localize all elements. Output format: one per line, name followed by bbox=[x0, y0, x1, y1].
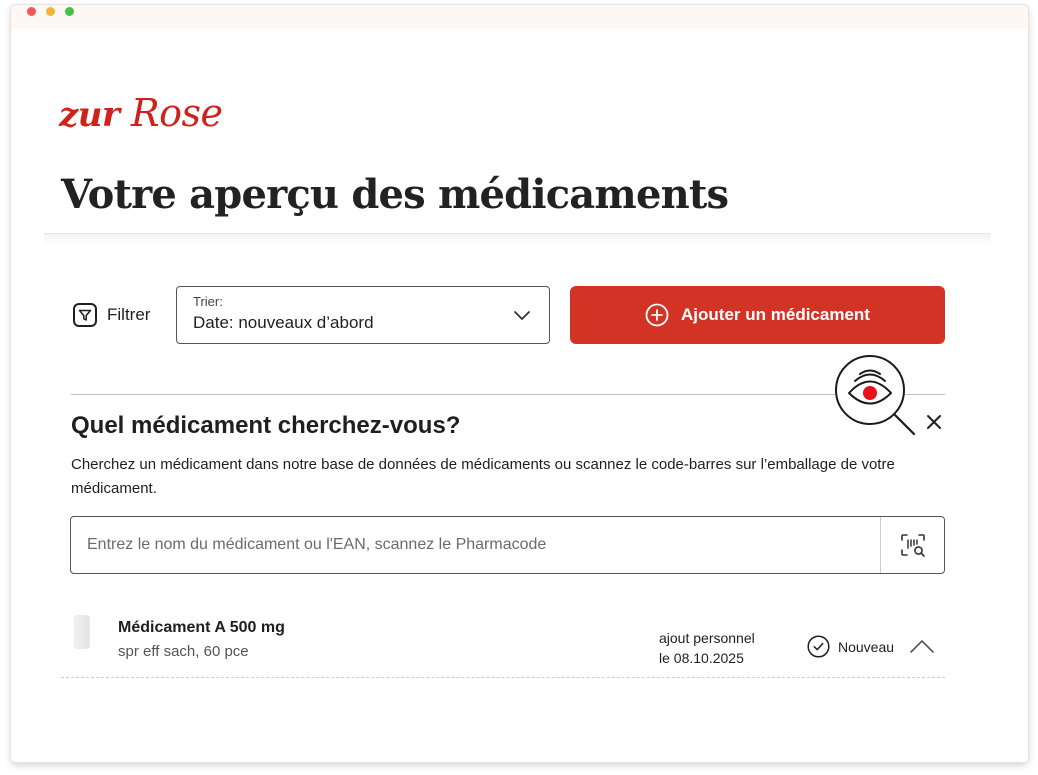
page-title: Votre aperçu des médicaments bbox=[61, 171, 729, 218]
filter-button[interactable] bbox=[73, 303, 150, 327]
window-maximize-button[interactable] bbox=[65, 7, 74, 16]
sort-selected-value: Date: nouveaux d’abord bbox=[193, 313, 374, 332]
logo-word-zur: zur bbox=[59, 95, 120, 135]
filter-label: Filtrer bbox=[107, 305, 151, 324]
add-medication-button[interactable] bbox=[570, 286, 945, 344]
close-icon bbox=[926, 414, 942, 430]
check-circle-icon bbox=[807, 635, 830, 658]
medication-description: spr eff sach, 60 pce bbox=[118, 643, 249, 660]
plus-circle-icon bbox=[645, 303, 669, 327]
zur-rose-logo[interactable] bbox=[59, 91, 223, 135]
app-window bbox=[11, 5, 1028, 762]
window-minimize-button[interactable] bbox=[46, 7, 55, 16]
medication-added-info bbox=[659, 628, 755, 668]
window-close-button[interactable] bbox=[27, 7, 36, 16]
added-date: le 08.10.2025 bbox=[659, 650, 744, 666]
status-label: Nouveau bbox=[838, 638, 895, 655]
add-medication-label: Ajouter un médicament bbox=[681, 305, 870, 324]
medication-name: Médicament A 500 mg bbox=[118, 619, 285, 636]
chevron-down-icon bbox=[513, 309, 531, 321]
barcode-scan-button[interactable] bbox=[880, 517, 944, 573]
search-heading: Quel médicament cherchez-vous? bbox=[71, 412, 461, 439]
logo-word-rose: Rose bbox=[131, 91, 223, 135]
medication-row[interactable] bbox=[61, 610, 945, 678]
magnifier-eye-icon bbox=[833, 352, 921, 442]
title-bar bbox=[11, 5, 1028, 29]
search-box bbox=[70, 516, 945, 574]
section-divider bbox=[71, 394, 945, 395]
barcode-scan-icon bbox=[900, 533, 926, 557]
status-badge bbox=[807, 635, 894, 658]
header-divider bbox=[44, 233, 990, 245]
sort-caption: Trier: bbox=[193, 294, 223, 309]
chevron-up-icon[interactable] bbox=[909, 638, 935, 654]
close-search-button[interactable] bbox=[921, 409, 947, 435]
sort-dropdown[interactable] bbox=[176, 286, 550, 344]
medication-search-input[interactable] bbox=[71, 517, 881, 573]
medication-thumbnail bbox=[75, 616, 89, 648]
added-by-label: ajout personnel bbox=[659, 630, 755, 646]
filter-icon bbox=[73, 303, 97, 327]
search-description: Cherchez un médicament dans notre base de données de médicaments ou scannez le code-barres sur l’emballage de votre médicament. bbox=[71, 456, 895, 497]
